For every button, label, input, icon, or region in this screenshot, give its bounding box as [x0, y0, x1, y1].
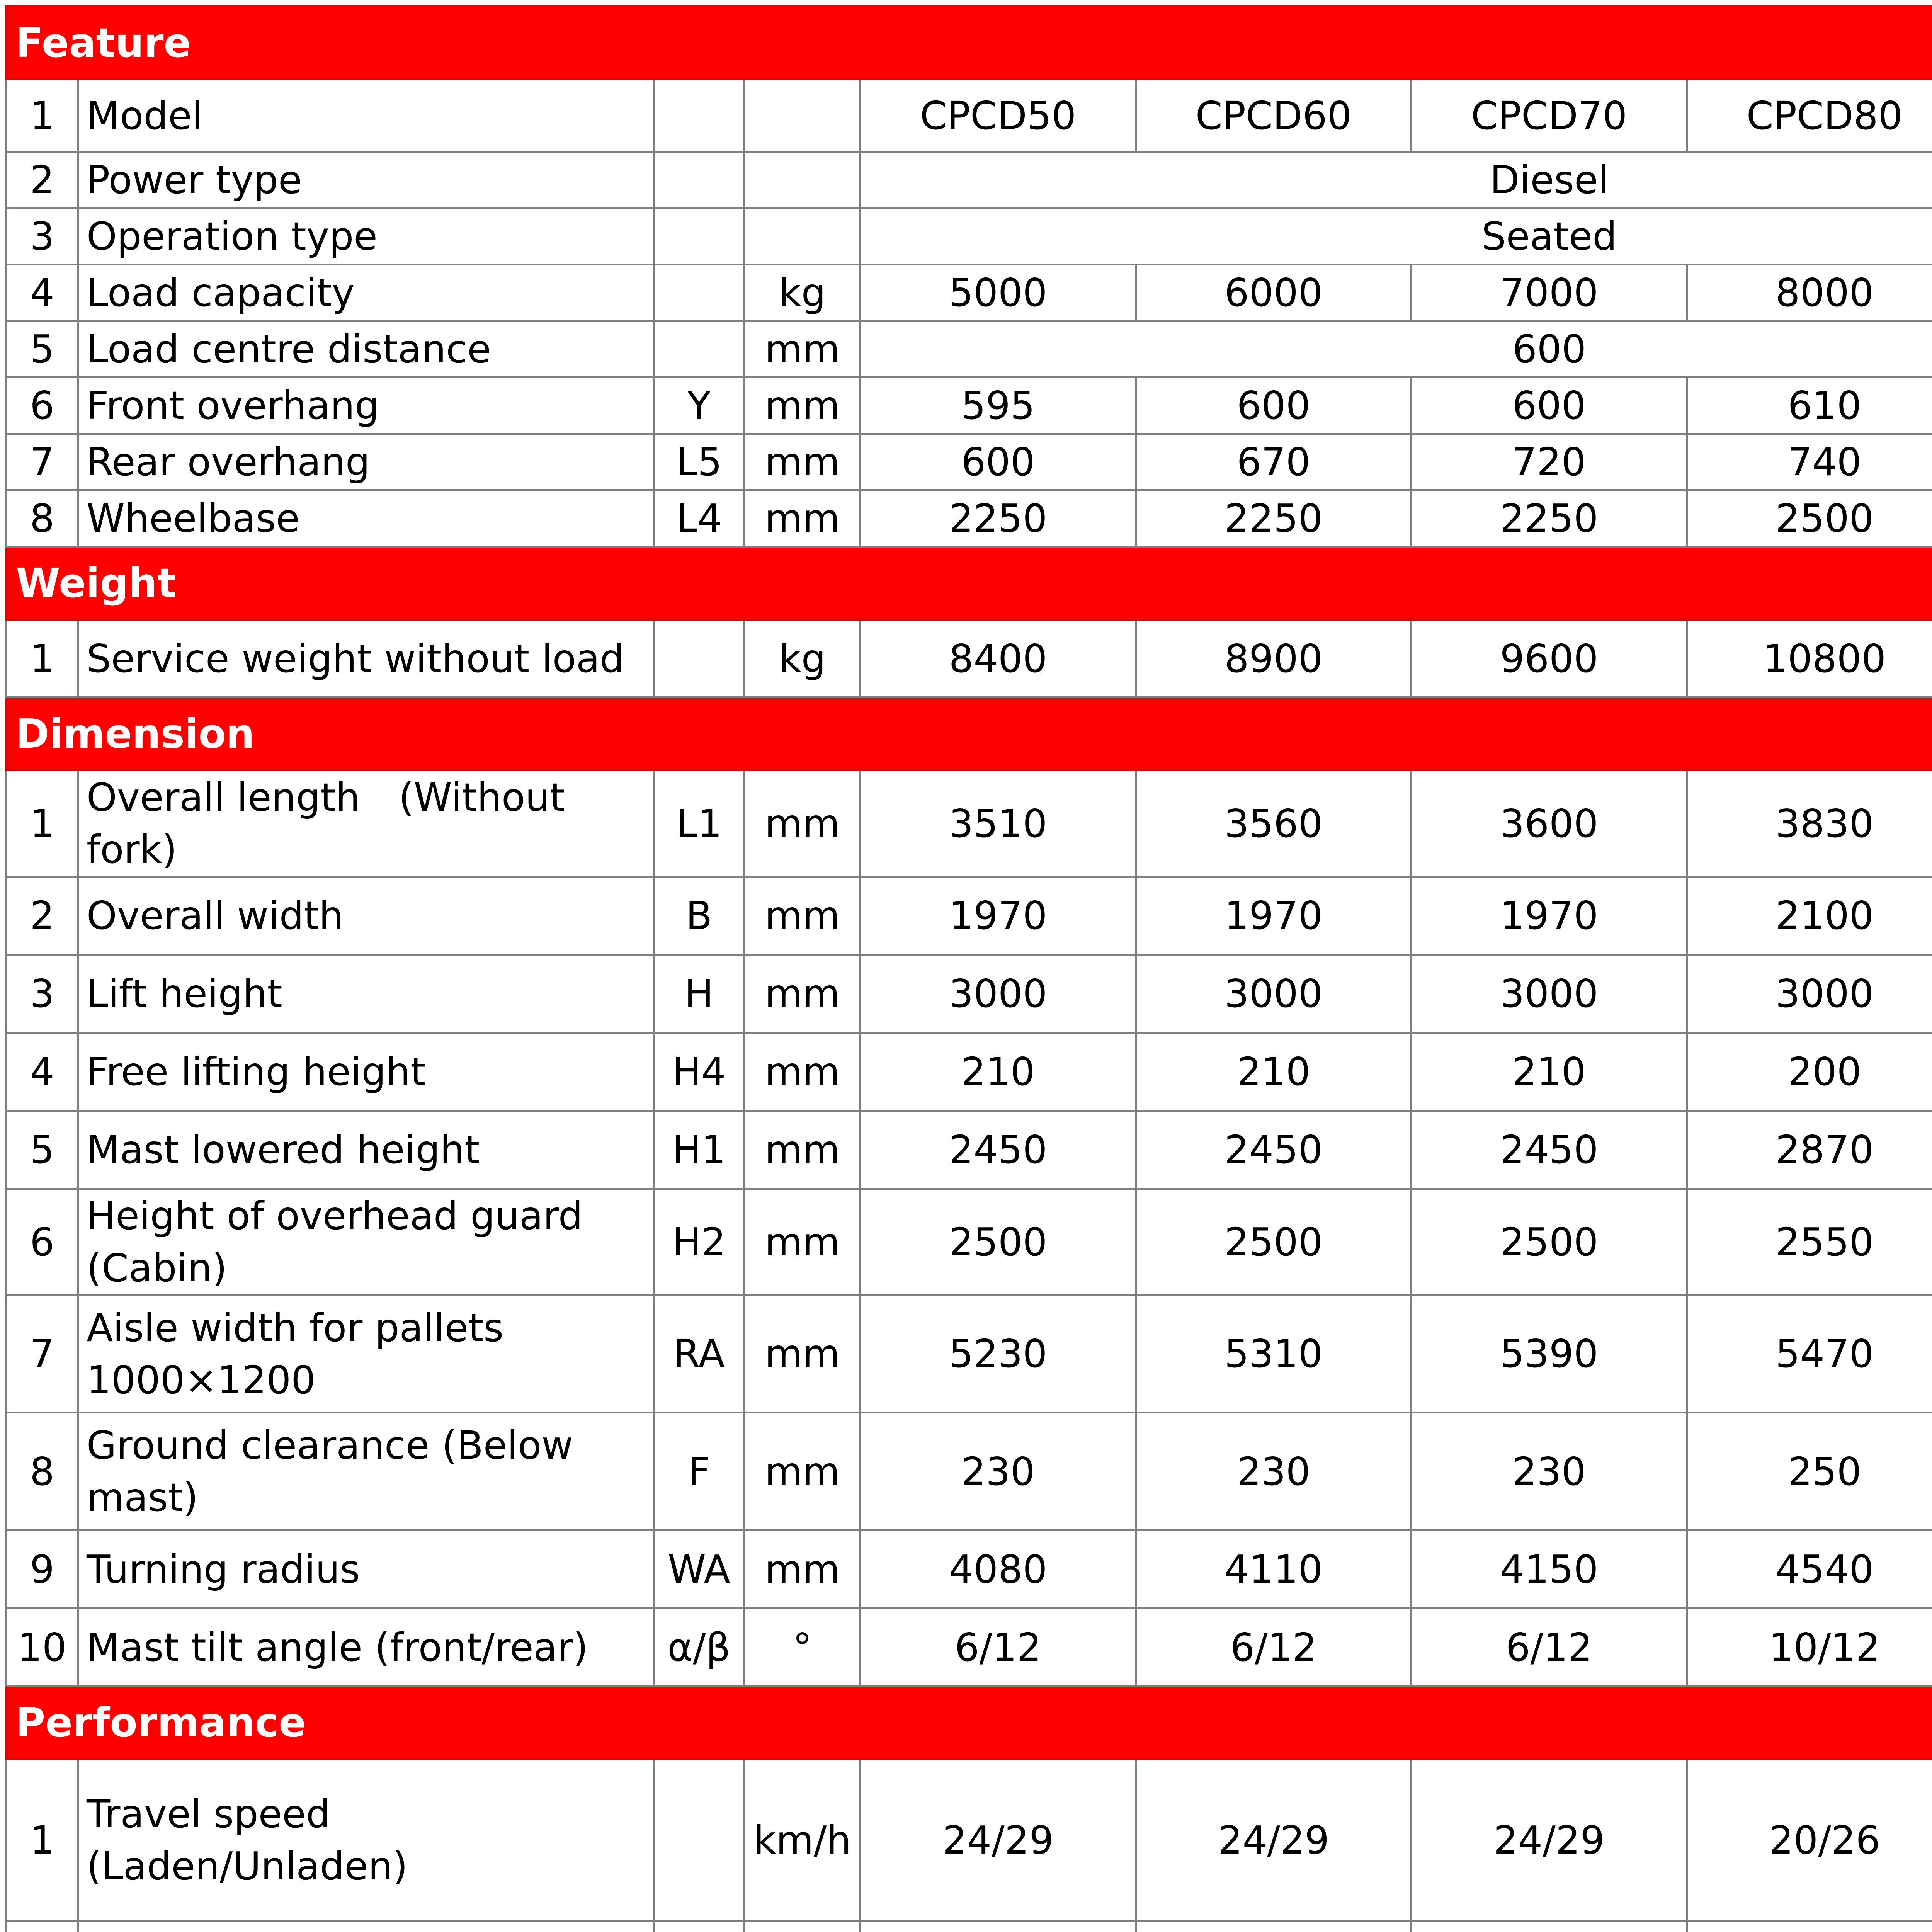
- table-row: [7, 877, 1932, 955]
- value-cell-cpcd70: 1970: [1412, 877, 1687, 955]
- unit-cell: mm: [745, 1033, 861, 1111]
- symbol-cell: [654, 321, 745, 378]
- value-cell-cpcd60: 2450: [1136, 1111, 1412, 1189]
- parameter-name: Service weight without load: [78, 620, 654, 697]
- value-cell-cpcd50: 3510: [861, 770, 1136, 877]
- parameter-name: Overall length (Without fork): [78, 770, 654, 877]
- value-cell-cpcd60: 8900: [1136, 620, 1412, 697]
- row-number: 8: [7, 490, 78, 547]
- row-number: 6: [7, 378, 78, 434]
- value-cell-cpcd70: 24/29: [1412, 1759, 1687, 1921]
- parameter-name: Load centre distance: [78, 321, 654, 378]
- value-cell-cpcd80: 3000: [1687, 955, 1932, 1033]
- unit-cell: km/h: [745, 1759, 861, 1921]
- value-cell-cpcd80: 200: [1687, 1033, 1932, 1111]
- parameter-name: Front overhang: [78, 378, 654, 434]
- value-cell-cpcd50: 3000: [861, 955, 1136, 1033]
- value-cell-cpcd80: 740: [1687, 434, 1932, 490]
- value-cell-cpcd50: 6/12: [861, 1609, 1136, 1686]
- value-cell-cpcd70: 5390: [1412, 1295, 1687, 1413]
- unit-cell: mm: [745, 434, 861, 490]
- row-number: 7: [7, 1295, 78, 1413]
- value-cell-cpcd60: 4110: [1136, 1531, 1412, 1609]
- symbol-cell: H1: [654, 1111, 745, 1189]
- value-cell-cpcd60: 230: [1136, 1413, 1412, 1531]
- row-number: 1: [7, 770, 78, 877]
- value-cell-cpcd80: 2870: [1687, 1111, 1932, 1189]
- section-header-row: [7, 697, 1932, 770]
- value-cell-cpcd70: CPCD70: [1412, 80, 1687, 152]
- parameter-name: Operation type: [78, 208, 654, 265]
- symbol-cell: [654, 208, 745, 265]
- value-cell-cpcd50: 600: [861, 434, 1136, 490]
- value-cell-cpcd60: [1136, 1921, 1412, 1932]
- symbol-cell: [654, 1921, 745, 1932]
- table-row: [7, 1759, 1932, 1921]
- value-cell-cpcd70: 2450: [1412, 1111, 1687, 1189]
- value-cell-cpcd70: 210: [1412, 1033, 1687, 1111]
- value-cell-cpcd80: 10800: [1687, 620, 1932, 697]
- value-cell-cpcd70: 720: [1412, 434, 1687, 490]
- symbol-cell: L5: [654, 434, 745, 490]
- value-cell-cpcd60: 600: [1136, 378, 1412, 434]
- unit-cell: mm: [745, 378, 861, 434]
- symbol-cell: [654, 620, 745, 697]
- symbol-cell: RA: [654, 1295, 745, 1413]
- unit-cell: mm: [745, 1295, 861, 1413]
- table-row: [7, 1189, 1932, 1295]
- section-header-row: [7, 7, 1932, 80]
- value-cell-cpcd80: 610: [1687, 378, 1932, 434]
- value-cell-cpcd80: 5470: [1687, 1295, 1932, 1413]
- unit-cell: [745, 208, 861, 265]
- value-cell-cpcd80: CPCD80: [1687, 80, 1932, 152]
- value-cell-cpcd60: 6000: [1136, 265, 1412, 321]
- symbol-cell: [654, 80, 745, 152]
- table-row: [7, 1033, 1932, 1111]
- symbol-cell: α/β: [654, 1609, 745, 1686]
- table-row: [7, 620, 1932, 697]
- table-row: [7, 490, 1932, 547]
- value-cell-cpcd70: 2250: [1412, 490, 1687, 547]
- value-cell-cpcd60: CPCD60: [1136, 80, 1412, 152]
- parameter-name: Aisle width for pallets 1000×1200: [78, 1295, 654, 1413]
- parameter-name: Load capacity: [78, 265, 654, 321]
- parameter-name: Turning radius: [78, 1531, 654, 1609]
- value-cell-cpcd80: 10/12: [1687, 1609, 1932, 1686]
- row-number: 8: [7, 1413, 78, 1531]
- unit-cell: [745, 1921, 861, 1932]
- value-cell-cpcd60: 3560: [1136, 770, 1412, 877]
- value-cell-cpcd50: 2500: [861, 1189, 1136, 1295]
- value-cell-cpcd60: 2250: [1136, 490, 1412, 547]
- row-number: 4: [7, 265, 78, 321]
- symbol-cell: [654, 152, 745, 208]
- value-cell-cpcd80: 4540: [1687, 1531, 1932, 1609]
- value-cell-cpcd50: 5230: [861, 1295, 1136, 1413]
- value-cell-cpcd80: 3830: [1687, 770, 1932, 877]
- row-number: 10: [7, 1609, 78, 1686]
- symbol-cell: H: [654, 955, 745, 1033]
- value-cell-cpcd60: 210: [1136, 1033, 1412, 1111]
- table-row: [7, 321, 1932, 378]
- unit-cell: mm: [745, 1413, 861, 1531]
- value-cell-cpcd80: 250: [1687, 1413, 1932, 1531]
- value-cell-cpcd50: 24/29: [861, 1759, 1136, 1921]
- section-title: Dimension: [7, 697, 1932, 770]
- value-cell-cpcd80: [1687, 1921, 1932, 1932]
- value-cell-cpcd80: 20/26: [1687, 1759, 1932, 1921]
- value-cell-cpcd50: 595: [861, 378, 1136, 434]
- value-cell-cpcd60: 1970: [1136, 877, 1412, 955]
- value-cell-cpcd50: [861, 1921, 1136, 1932]
- unit-cell: [745, 152, 861, 208]
- table-row: [7, 434, 1932, 490]
- table-row: [7, 770, 1932, 877]
- parameter-name: Mast tilt angle (front/rear): [78, 1609, 654, 1686]
- row-number: 2: [7, 152, 78, 208]
- row-number: 3: [7, 955, 78, 1033]
- row-number: [7, 1921, 78, 1932]
- symbol-cell: Y: [654, 378, 745, 434]
- row-number: 3: [7, 208, 78, 265]
- table-row: [7, 80, 1932, 152]
- value-cell-cpcd70: 2500: [1412, 1189, 1687, 1295]
- section-title: Weight: [7, 547, 1932, 620]
- value-cell-cpcd80: 2550: [1687, 1189, 1932, 1295]
- symbol-cell: H2: [654, 1189, 745, 1295]
- value-cell-cpcd50: 2250: [861, 490, 1136, 547]
- parameter-name: Power type: [78, 152, 654, 208]
- value-cell-cpcd80: 2100: [1687, 877, 1932, 955]
- symbol-cell: L1: [654, 770, 745, 877]
- value-cell-cpcd60: 670: [1136, 434, 1412, 490]
- spec-table-body: [7, 7, 1932, 1932]
- unit-cell: mm: [745, 321, 861, 378]
- unit-cell: mm: [745, 877, 861, 955]
- unit-cell: kg: [745, 620, 861, 697]
- value-cell-cpcd50: 8400: [861, 620, 1136, 697]
- unit-cell: mm: [745, 955, 861, 1033]
- value-cell-cpcd60: 2500: [1136, 1189, 1412, 1295]
- value-cell-cpcd70: 3600: [1412, 770, 1687, 877]
- value-cell-cpcd50: 4080: [861, 1531, 1136, 1609]
- value-cell-cpcd60: 3000: [1136, 955, 1412, 1033]
- section-header-row: [7, 547, 1932, 620]
- table-row: [7, 1609, 1932, 1686]
- table-row: [7, 955, 1932, 1033]
- merged-value-cell: 600: [861, 321, 1932, 378]
- value-cell-cpcd70: 3000: [1412, 955, 1687, 1033]
- unit-cell: °: [745, 1609, 861, 1686]
- unit-cell: mm: [745, 1531, 861, 1609]
- merged-value-cell: Diesel: [861, 152, 1932, 208]
- section-title: Feature: [7, 7, 1932, 80]
- value-cell-cpcd60: 6/12: [1136, 1609, 1412, 1686]
- value-cell-cpcd70: 7000: [1412, 265, 1687, 321]
- table-row: [7, 1413, 1932, 1531]
- value-cell-cpcd50: CPCD50: [861, 80, 1136, 152]
- symbol-cell: L4: [654, 490, 745, 547]
- row-number: 1: [7, 1759, 78, 1921]
- symbol-cell: F: [654, 1413, 745, 1531]
- table-row: [7, 378, 1932, 434]
- symbol-cell: [654, 1759, 745, 1921]
- value-cell-cpcd70: 230: [1412, 1413, 1687, 1531]
- value-cell-cpcd60: 24/29: [1136, 1759, 1412, 1921]
- row-number: 1: [7, 80, 78, 152]
- parameter-name: Overall width: [78, 877, 654, 955]
- table-row: [7, 1921, 1932, 1932]
- symbol-cell: B: [654, 877, 745, 955]
- value-cell-cpcd70: [1412, 1921, 1687, 1932]
- table-row: [7, 208, 1932, 265]
- parameter-name: Lift height: [78, 955, 654, 1033]
- parameter-name: Mast lowered height: [78, 1111, 654, 1189]
- symbol-cell: WA: [654, 1531, 745, 1609]
- section-header-row: [7, 1686, 1932, 1759]
- spec-table: [5, 5, 1932, 1932]
- row-number: 7: [7, 434, 78, 490]
- parameter-name: [78, 1921, 654, 1932]
- unit-cell: mm: [745, 1111, 861, 1189]
- value-cell-cpcd70: 600: [1412, 378, 1687, 434]
- table-row: [7, 1531, 1932, 1609]
- table-row: [7, 1295, 1932, 1413]
- table-row: [7, 265, 1932, 321]
- table-row: [7, 152, 1932, 208]
- value-cell-cpcd70: 9600: [1412, 620, 1687, 697]
- row-number: 5: [7, 1111, 78, 1189]
- row-number: 6: [7, 1189, 78, 1295]
- value-cell-cpcd70: 6/12: [1412, 1609, 1687, 1686]
- value-cell-cpcd50: 5000: [861, 265, 1136, 321]
- row-number: 1: [7, 620, 78, 697]
- value-cell-cpcd50: 2450: [861, 1111, 1136, 1189]
- merged-value-cell: Seated: [861, 208, 1932, 265]
- value-cell-cpcd60: 5310: [1136, 1295, 1412, 1413]
- parameter-name: Model: [78, 80, 654, 152]
- parameter-name: Travel speed (Laden/Unladen): [78, 1759, 654, 1921]
- value-cell-cpcd80: 8000: [1687, 265, 1932, 321]
- parameter-name: Rear overhang: [78, 434, 654, 490]
- row-number: 4: [7, 1033, 78, 1111]
- row-number: 2: [7, 877, 78, 955]
- value-cell-cpcd80: 2500: [1687, 490, 1932, 547]
- value-cell-cpcd50: 210: [861, 1033, 1136, 1111]
- value-cell-cpcd50: 230: [861, 1413, 1136, 1531]
- table-row: [7, 1111, 1932, 1189]
- value-cell-cpcd70: 4150: [1412, 1531, 1687, 1609]
- value-cell-cpcd50: 1970: [861, 877, 1136, 955]
- unit-cell: [745, 80, 861, 152]
- parameter-name: Wheelbase: [78, 490, 654, 547]
- unit-cell: mm: [745, 1189, 861, 1295]
- section-title: Performance: [7, 1686, 1932, 1759]
- symbol-cell: [654, 265, 745, 321]
- parameter-name: Free lifting height: [78, 1033, 654, 1111]
- row-number: 5: [7, 321, 78, 378]
- parameter-name: Ground clearance (Below mast): [78, 1413, 654, 1531]
- symbol-cell: H4: [654, 1033, 745, 1111]
- parameter-name: Height of overhead guard (Cabin): [78, 1189, 654, 1295]
- row-number: 9: [7, 1531, 78, 1609]
- unit-cell: mm: [745, 770, 861, 877]
- unit-cell: mm: [745, 490, 861, 547]
- unit-cell: kg: [745, 265, 861, 321]
